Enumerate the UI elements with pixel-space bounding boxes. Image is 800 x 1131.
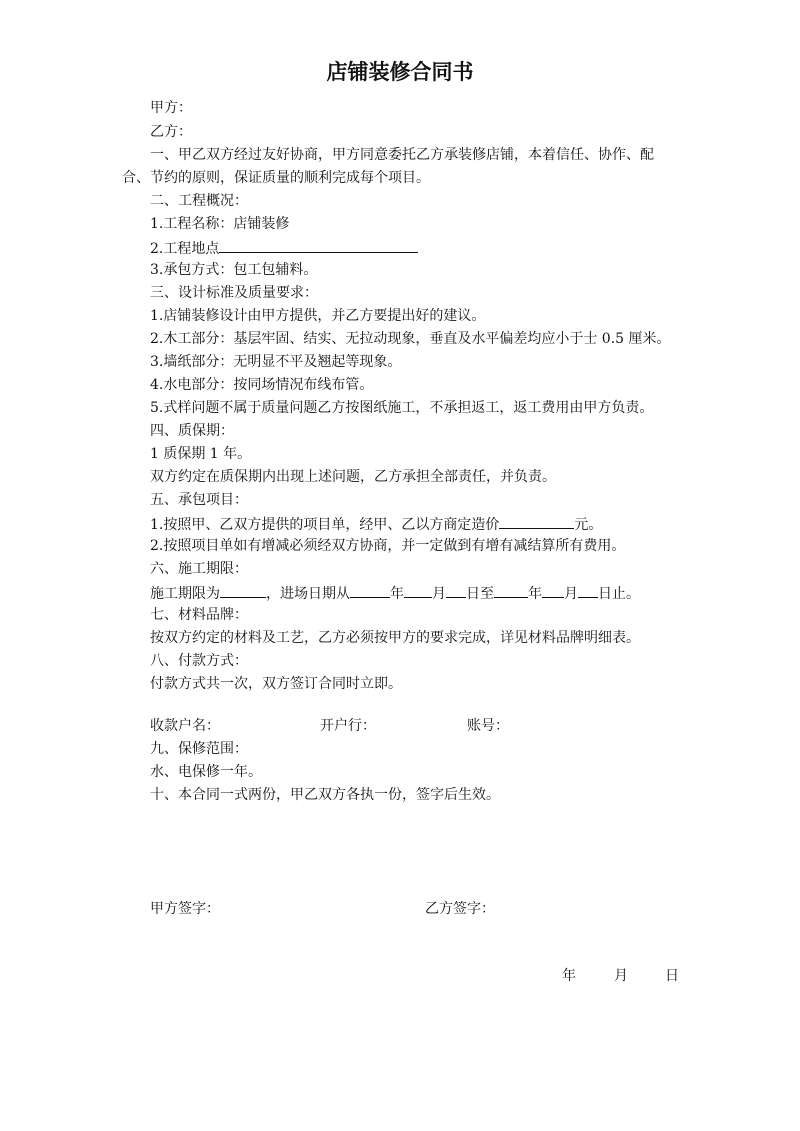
contract-price-clause <box>150 514 602 534</box>
contract-price-blank <box>499 514 574 529</box>
end-day-blank <box>578 583 598 598</box>
party-a-label: 甲方： <box>150 100 192 116</box>
clause-1-line-1: 一、甲乙双方经过友好协商，甲方同意委托乙方承装修店铺，本着信任、协作、配 <box>150 147 654 163</box>
end-day-label: 日止。 <box>598 586 640 602</box>
section-6-heading: 六、施工期限： <box>150 561 248 577</box>
style-issue-clause: 5.式样问题不属于质量问题乙方按图纸施工，不承担返工，返工费用由甲方负责。 <box>150 400 654 416</box>
design-clause: 1.店铺装修设计由甲方提供，并乙方要提出好的建议。 <box>150 308 486 324</box>
materials-clause: 按双方约定的材料及工艺，乙方必须按甲方的要求完成，详见材料品牌明细表。 <box>150 630 640 646</box>
document-title: 店铺装修合同书 <box>326 60 474 84</box>
end-month-label: 月 <box>564 586 578 602</box>
payment-clause: 付款方式共一次，双方签订合同时立即。 <box>150 676 402 692</box>
date-day-label: 日 <box>665 968 679 984</box>
date-year-label: 年 <box>562 968 576 984</box>
project-location-blank <box>219 238 418 253</box>
duration-blank <box>220 583 266 598</box>
start-year-label: 年 <box>390 586 404 602</box>
party-b-signature-label: 乙方签字： <box>425 901 495 917</box>
start-month-blank <box>404 583 432 598</box>
clause-1-line-2: 合、节约的原则，保证质量的顺利完成每个项目。 <box>122 170 430 186</box>
date-month-label: 月 <box>614 968 628 984</box>
bank-label: 开户行： <box>320 718 376 734</box>
section-4-heading: 四、质保期： <box>150 423 234 439</box>
account-label: 账号： <box>467 718 509 734</box>
carpentry-clause: 2.木工部分：基层牢固、结实、无拉动现象，垂直及水平偏差均应小于士 0.5 厘米。 <box>150 331 671 347</box>
end-year-blank <box>494 583 528 598</box>
section-3-heading: 三、设计标准及质量要求： <box>150 285 318 301</box>
start-date-label: ，进场日期从 <box>266 586 350 602</box>
project-location <box>150 238 418 258</box>
adjustment-clause: 2.按照项目单如有增减必须经双方协商，并一定做到有增有减结算所有费用。 <box>150 538 626 554</box>
project-location-label: 2.工程地点 <box>150 241 220 257</box>
schedule-clause <box>150 583 640 603</box>
warranty-responsibility: 双方约定在质保期内出现上述问题，乙方承担全部责任，并负责。 <box>150 469 556 485</box>
section-7-heading: 七、材料品牌： <box>150 607 248 623</box>
section-10-clause: 十、本合同一式两份，甲乙双方各执一份，签字后生效。 <box>150 787 500 803</box>
schedule-duration-label: 施工期限为 <box>150 586 220 602</box>
plumbing-electrical-clause: 4.水电部分：按同场情况布线布管。 <box>150 377 374 393</box>
party-b-label: 乙方： <box>150 124 192 140</box>
section-9-heading: 九、保修范围： <box>150 741 248 757</box>
maintenance-clause: 水、电保修一年。 <box>150 764 262 780</box>
contract-price-unit: 元。 <box>574 517 603 533</box>
payee-label: 收款户名： <box>150 718 220 734</box>
section-5-heading: 五、承包项目： <box>150 492 248 508</box>
contract-method: 3.承包方式：包工包辅料。 <box>150 262 318 278</box>
warranty-period: 1 质保期 1 年。 <box>150 446 252 462</box>
end-year-label: 年 <box>528 586 542 602</box>
contract-price-text: 1.按照甲、乙双方提供的项目单，经甲、乙以方商定造价 <box>150 517 500 533</box>
start-day-blank <box>446 583 466 598</box>
end-month-blank <box>542 583 564 598</box>
project-name: 1.工程名称：店铺装修 <box>150 216 290 232</box>
start-day-label: 日至 <box>466 586 494 602</box>
wallpaper-clause: 3.墙纸部分：无明显不平及翘起等现象。 <box>150 354 402 370</box>
start-year-blank <box>350 583 390 598</box>
party-a-signature-label: 甲方签字： <box>150 901 220 917</box>
section-2-heading: 二、工程概况： <box>150 193 248 209</box>
section-8-heading: 八、付款方式： <box>150 653 248 669</box>
start-month-label: 月 <box>432 586 446 602</box>
